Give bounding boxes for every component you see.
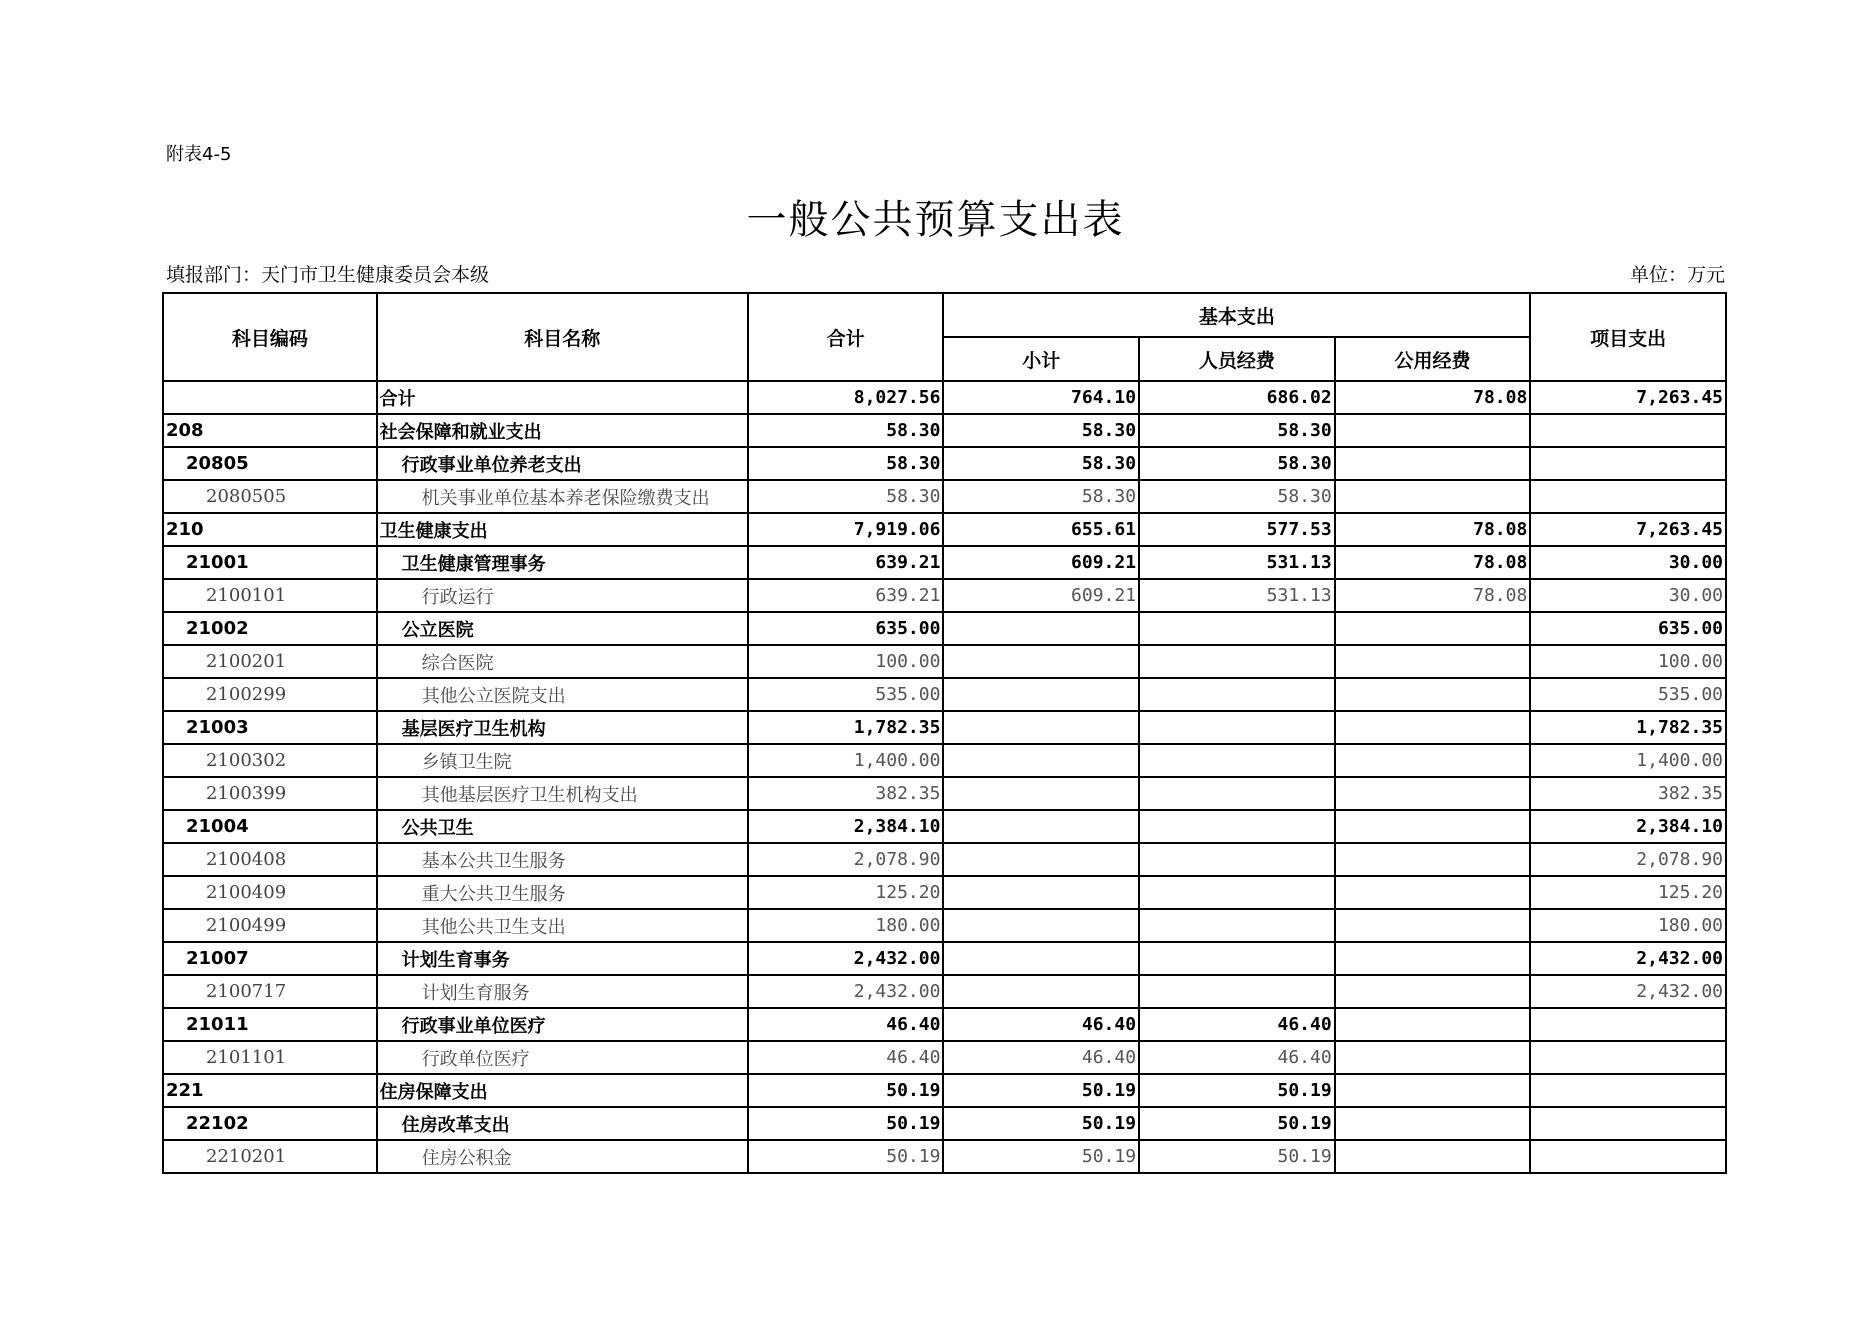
cell-personnel: 50.19 — [1139, 1107, 1335, 1140]
header-name: 科目名称 — [377, 293, 748, 381]
cell-project — [1530, 1140, 1726, 1173]
cell-personnel: 50.19 — [1139, 1140, 1335, 1173]
cell-personnel — [1139, 777, 1335, 810]
cell-public — [1335, 744, 1531, 777]
cell-total: 639.21 — [748, 579, 944, 612]
cell-public — [1335, 909, 1531, 942]
cell-subtotal — [943, 777, 1139, 810]
cell-subtotal: 46.40 — [943, 1008, 1139, 1041]
cell-name: 计划生育服务 — [377, 975, 748, 1008]
cell-public — [1335, 645, 1531, 678]
cell-subtotal — [943, 645, 1139, 678]
cell-project: 2,384.10 — [1530, 810, 1726, 843]
cell-name: 住房公积金 — [377, 1140, 748, 1173]
cell-name: 计划生育事务 — [377, 942, 748, 975]
cell-personnel: 577.53 — [1139, 513, 1335, 546]
cell-personnel: 50.19 — [1139, 1074, 1335, 1107]
table-row — [163, 909, 1726, 942]
cell-total: 58.30 — [748, 414, 944, 447]
cell-project: 100.00 — [1530, 645, 1726, 678]
cell-name: 其他公共卫生支出 — [377, 909, 748, 942]
cell-personnel: 46.40 — [1139, 1008, 1335, 1041]
cell-project: 535.00 — [1530, 678, 1726, 711]
cell-total: 7,919.06 — [748, 513, 944, 546]
cell-total: 58.30 — [748, 447, 944, 480]
cell-personnel — [1139, 876, 1335, 909]
cell-public — [1335, 1041, 1531, 1074]
cell-public — [1335, 1140, 1531, 1173]
cell-public — [1335, 711, 1531, 744]
cell-code: 210 — [163, 513, 377, 546]
table-row — [163, 711, 1726, 744]
cell-total: 2,432.00 — [748, 942, 944, 975]
cell-public: 78.08 — [1335, 546, 1531, 579]
cell-code: 2100717 — [163, 975, 377, 1008]
cell-personnel: 58.30 — [1139, 480, 1335, 513]
header-code: 科目编码 — [163, 293, 377, 381]
cell-total: 58.30 — [748, 480, 944, 513]
table-row — [163, 1107, 1726, 1140]
cell-subtotal — [943, 678, 1139, 711]
table-row — [163, 1008, 1726, 1041]
cell-code: 21004 — [163, 810, 377, 843]
cell-personnel: 58.30 — [1139, 447, 1335, 480]
cell-code: 208 — [163, 414, 377, 447]
cell-public — [1335, 678, 1531, 711]
cell-name: 合计 — [377, 381, 748, 414]
page-title: 一般公共预算支出表 — [746, 197, 1125, 243]
table-row — [163, 381, 1726, 414]
cell-code: 2100201 — [163, 645, 377, 678]
cell-code: 2101101 — [163, 1041, 377, 1074]
cell-public — [1335, 612, 1531, 645]
cell-public — [1335, 810, 1531, 843]
cell-subtotal: 58.30 — [943, 447, 1139, 480]
cell-name: 住房改革支出 — [377, 1107, 748, 1140]
cell-code: 2100408 — [163, 843, 377, 876]
unit-label: 单位：万元 — [1629, 264, 1725, 286]
table-row — [163, 480, 1726, 513]
cell-subtotal — [943, 744, 1139, 777]
table-row — [163, 777, 1726, 810]
cell-project: 30.00 — [1530, 546, 1726, 579]
cell-subtotal: 609.21 — [943, 579, 1139, 612]
cell-subtotal — [943, 909, 1139, 942]
cell-name: 行政单位医疗 — [377, 1041, 748, 1074]
cell-project — [1530, 414, 1726, 447]
cell-subtotal — [943, 975, 1139, 1008]
cell-total: 635.00 — [748, 612, 944, 645]
cell-public — [1335, 942, 1531, 975]
table-row — [163, 513, 1726, 546]
cell-subtotal — [943, 711, 1139, 744]
cell-code: 2100101 — [163, 579, 377, 612]
cell-project: 2,078.90 — [1530, 843, 1726, 876]
table-row — [163, 579, 1726, 612]
cell-subtotal: 50.19 — [943, 1074, 1139, 1107]
cell-project — [1530, 1074, 1726, 1107]
cell-name: 社会保障和就业支出 — [377, 414, 748, 447]
table-row — [163, 612, 1726, 645]
cell-total: 2,384.10 — [748, 810, 944, 843]
table-row — [163, 546, 1726, 579]
cell-public — [1335, 1107, 1531, 1140]
cell-personnel — [1139, 975, 1335, 1008]
cell-project — [1530, 1041, 1726, 1074]
table-row — [163, 876, 1726, 909]
cell-code: 2100499 — [163, 909, 377, 942]
cell-name: 住房保障支出 — [377, 1074, 748, 1107]
budget-table — [162, 292, 1727, 1174]
cell-personnel: 686.02 — [1139, 381, 1335, 414]
header-project: 项目支出 — [1530, 293, 1726, 381]
table-row — [163, 414, 1726, 447]
cell-public: 78.08 — [1335, 579, 1531, 612]
table-body — [163, 381, 1726, 1173]
cell-total: 125.20 — [748, 876, 944, 909]
cell-name: 行政运行 — [377, 579, 748, 612]
cell-total: 2,432.00 — [748, 975, 944, 1008]
cell-total: 535.00 — [748, 678, 944, 711]
cell-name: 公共卫生 — [377, 810, 748, 843]
cell-code: 2100399 — [163, 777, 377, 810]
cell-total: 382.35 — [748, 777, 944, 810]
cell-project: 635.00 — [1530, 612, 1726, 645]
cell-name: 其他公立医院支出 — [377, 678, 748, 711]
cell-total: 2,078.90 — [748, 843, 944, 876]
cell-project: 125.20 — [1530, 876, 1726, 909]
cell-name: 行政事业单位医疗 — [377, 1008, 748, 1041]
cell-project: 1,782.35 — [1530, 711, 1726, 744]
table-row — [163, 942, 1726, 975]
cell-total: 50.19 — [748, 1107, 944, 1140]
department-label: 填报部门：天门市卫生健康委员会本级 — [166, 264, 490, 286]
cell-code: 221 — [163, 1074, 377, 1107]
cell-code: 2080505 — [163, 480, 377, 513]
cell-name: 基本公共卫生服务 — [377, 843, 748, 876]
table-row — [163, 645, 1726, 678]
cell-code: 2210201 — [163, 1140, 377, 1173]
cell-project — [1530, 480, 1726, 513]
cell-subtotal: 58.30 — [943, 414, 1139, 447]
cell-personnel — [1139, 678, 1335, 711]
header-total: 合计 — [748, 293, 944, 381]
cell-name: 重大公共卫生服务 — [377, 876, 748, 909]
cell-name: 行政事业单位养老支出 — [377, 447, 748, 480]
cell-name: 基层医疗卫生机构 — [377, 711, 748, 744]
cell-subtotal: 50.19 — [943, 1107, 1139, 1140]
cell-personnel: 531.13 — [1139, 546, 1335, 579]
cell-subtotal: 50.19 — [943, 1140, 1139, 1173]
cell-name: 公立医院 — [377, 612, 748, 645]
cell-public — [1335, 447, 1531, 480]
cell-total: 46.40 — [748, 1041, 944, 1074]
table-row — [163, 1074, 1726, 1107]
cell-subtotal — [943, 810, 1139, 843]
table-row — [163, 1140, 1726, 1173]
cell-personnel — [1139, 942, 1335, 975]
cell-public: 78.08 — [1335, 513, 1531, 546]
cell-code: 21011 — [163, 1008, 377, 1041]
cell-subtotal — [943, 942, 1139, 975]
cell-personnel — [1139, 645, 1335, 678]
cell-subtotal: 609.21 — [943, 546, 1139, 579]
header-public: 公用经费 — [1335, 337, 1531, 381]
table-row — [163, 447, 1726, 480]
cell-project: 180.00 — [1530, 909, 1726, 942]
cell-name: 卫生健康管理事务 — [377, 546, 748, 579]
table-row — [163, 810, 1726, 843]
cell-personnel — [1139, 843, 1335, 876]
cell-public — [1335, 480, 1531, 513]
cell-project: 2,432.00 — [1530, 942, 1726, 975]
cell-project: 1,400.00 — [1530, 744, 1726, 777]
cell-code: 21003 — [163, 711, 377, 744]
cell-total: 46.40 — [748, 1008, 944, 1041]
cell-code: 21001 — [163, 546, 377, 579]
cell-project — [1530, 1107, 1726, 1140]
cell-subtotal — [943, 843, 1139, 876]
cell-project: 30.00 — [1530, 579, 1726, 612]
header-basic: 基本支出 — [943, 293, 1530, 337]
cell-subtotal: 46.40 — [943, 1041, 1139, 1074]
cell-subtotal: 58.30 — [943, 480, 1139, 513]
table-row — [163, 975, 1726, 1008]
cell-public — [1335, 1074, 1531, 1107]
cell-public — [1335, 1008, 1531, 1041]
cell-total: 8,027.56 — [748, 381, 944, 414]
cell-public — [1335, 777, 1531, 810]
cell-project: 2,432.00 — [1530, 975, 1726, 1008]
attachment-label: 附表4-5 — [166, 144, 232, 165]
cell-total: 1,400.00 — [748, 744, 944, 777]
cell-total: 1,782.35 — [748, 711, 944, 744]
cell-code: 2100409 — [163, 876, 377, 909]
cell-public — [1335, 843, 1531, 876]
cell-personnel — [1139, 909, 1335, 942]
cell-code: 20805 — [163, 447, 377, 480]
cell-total: 639.21 — [748, 546, 944, 579]
cell-name: 卫生健康支出 — [377, 513, 748, 546]
cell-total: 180.00 — [748, 909, 944, 942]
cell-total: 100.00 — [748, 645, 944, 678]
cell-total: 50.19 — [748, 1140, 944, 1173]
cell-subtotal — [943, 876, 1139, 909]
cell-name: 其他基层医疗卫生机构支出 — [377, 777, 748, 810]
table-row — [163, 843, 1726, 876]
cell-personnel — [1139, 810, 1335, 843]
cell-personnel: 58.30 — [1139, 414, 1335, 447]
cell-project: 7,263.45 — [1530, 513, 1726, 546]
cell-total: 50.19 — [748, 1074, 944, 1107]
table-row — [163, 1041, 1726, 1074]
cell-project: 7,263.45 — [1530, 381, 1726, 414]
cell-personnel — [1139, 711, 1335, 744]
cell-code: 21002 — [163, 612, 377, 645]
cell-name: 机关事业单位基本养老保险缴费支出 — [377, 480, 748, 513]
cell-public — [1335, 975, 1531, 1008]
cell-personnel — [1139, 744, 1335, 777]
cell-code: 2100299 — [163, 678, 377, 711]
table-row — [163, 678, 1726, 711]
cell-code: 22102 — [163, 1107, 377, 1140]
cell-code: 21007 — [163, 942, 377, 975]
cell-name: 乡镇卫生院 — [377, 744, 748, 777]
cell-personnel: 46.40 — [1139, 1041, 1335, 1074]
cell-public — [1335, 876, 1531, 909]
header-personnel: 人员经费 — [1139, 337, 1335, 381]
table-row — [163, 744, 1726, 777]
header-subtotal: 小计 — [943, 337, 1139, 381]
cell-personnel — [1139, 612, 1335, 645]
cell-project: 382.35 — [1530, 777, 1726, 810]
cell-public: 78.08 — [1335, 381, 1531, 414]
cell-subtotal: 764.10 — [943, 381, 1139, 414]
cell-subtotal — [943, 612, 1139, 645]
cell-project — [1530, 447, 1726, 480]
cell-name: 综合医院 — [377, 645, 748, 678]
cell-code — [163, 381, 377, 414]
cell-subtotal: 655.61 — [943, 513, 1139, 546]
cell-personnel: 531.13 — [1139, 579, 1335, 612]
cell-public — [1335, 414, 1531, 447]
cell-project — [1530, 1008, 1726, 1041]
cell-code: 2100302 — [163, 744, 377, 777]
